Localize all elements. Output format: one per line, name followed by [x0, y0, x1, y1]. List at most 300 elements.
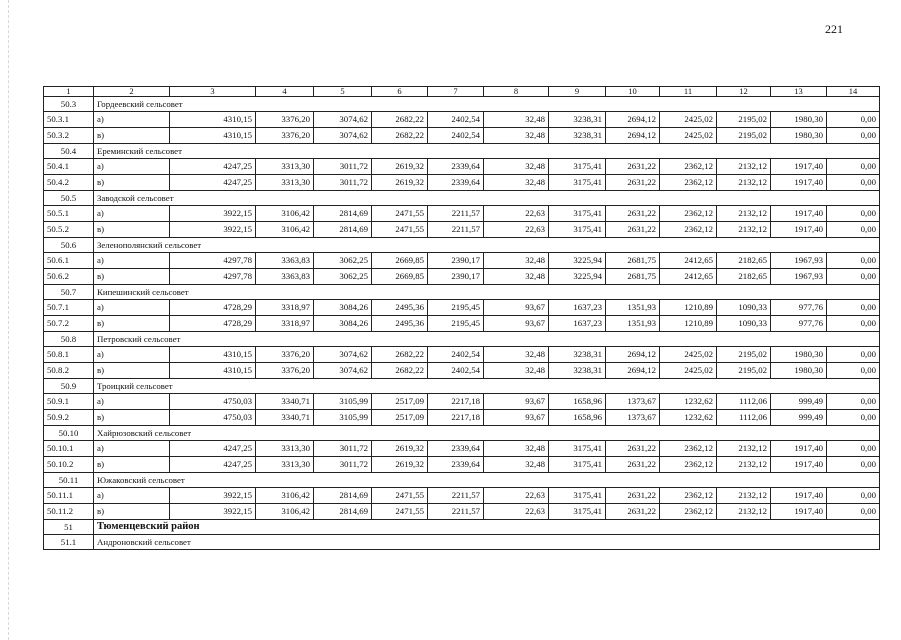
value-cell: 2471,55 [372, 504, 428, 520]
value-cell: 3011,72 [314, 457, 372, 473]
value-cell: 4310,15 [170, 347, 256, 363]
value-cell: 4750,03 [170, 394, 256, 410]
row-code: 50.8.1 [44, 347, 94, 363]
value-cell: 3238,31 [549, 128, 606, 144]
value-cell: 3238,31 [549, 112, 606, 128]
value-cell: 2132,12 [717, 175, 771, 191]
row-label: а) [94, 159, 170, 175]
value-cell: 3175,41 [549, 457, 606, 473]
value-cell: 2195,45 [428, 316, 484, 332]
value-cell: 93,67 [484, 316, 549, 332]
column-header: 4 [256, 87, 314, 97]
section-row [44, 473, 880, 488]
value-cell: 2631,22 [606, 504, 660, 520]
value-cell: 2362,12 [660, 222, 717, 238]
value-cell: 2471,55 [372, 206, 428, 222]
table-row [44, 206, 880, 222]
value-cell: 2402,54 [428, 128, 484, 144]
value-cell: 3340,71 [256, 394, 314, 410]
value-cell: 3363,83 [256, 269, 314, 285]
value-cell: 2339,64 [428, 457, 484, 473]
value-cell: 2362,12 [660, 175, 717, 191]
row-label: в) [94, 175, 170, 191]
value-cell: 3313,30 [256, 441, 314, 457]
value-cell: 2362,12 [660, 441, 717, 457]
value-cell: 4297,78 [170, 269, 256, 285]
value-cell: 3363,83 [256, 253, 314, 269]
value-cell: 999,49 [771, 410, 827, 426]
value-cell: 2362,12 [660, 504, 717, 520]
table-row [44, 441, 880, 457]
value-cell: 2669,85 [372, 269, 428, 285]
value-cell: 32,48 [484, 159, 549, 175]
value-cell: 2412,65 [660, 253, 717, 269]
value-cell: 0,00 [827, 488, 880, 504]
value-cell: 2631,22 [606, 457, 660, 473]
value-cell: 1980,30 [771, 347, 827, 363]
value-cell: 3062,25 [314, 253, 372, 269]
value-cell: 1210,89 [660, 316, 717, 332]
value-cell: 1373,67 [606, 410, 660, 426]
value-cell: 1090,33 [717, 300, 771, 316]
column-header: 9 [549, 87, 606, 97]
row-code: 50.11.1 [44, 488, 94, 504]
value-cell: 1917,40 [771, 175, 827, 191]
table-row [44, 488, 880, 504]
value-cell: 0,00 [827, 159, 880, 175]
value-cell: 2211,57 [428, 488, 484, 504]
table-row [44, 222, 880, 238]
value-cell: 3084,26 [314, 300, 372, 316]
value-cell: 3074,62 [314, 363, 372, 379]
value-cell: 1232,62 [660, 394, 717, 410]
value-cell: 2682,22 [372, 347, 428, 363]
value-cell: 0,00 [827, 441, 880, 457]
value-cell: 2195,02 [717, 347, 771, 363]
table-row [44, 112, 880, 128]
value-cell: 3175,41 [549, 206, 606, 222]
value-cell: 4310,15 [170, 363, 256, 379]
row-code: 50.8.2 [44, 363, 94, 379]
section-code: 50.4 [44, 144, 94, 159]
column-header: 11 [660, 87, 717, 97]
row-label: а) [94, 206, 170, 222]
header-row [44, 87, 880, 97]
section-name: Троицкий сельсовет [94, 379, 880, 394]
value-cell: 2495,36 [372, 316, 428, 332]
row-code: 50.10.1 [44, 441, 94, 457]
value-cell: 4728,29 [170, 316, 256, 332]
row-code: 50.11.2 [44, 504, 94, 520]
section-name: Ереминский сельсовет [94, 144, 880, 159]
value-cell: 3225,94 [549, 269, 606, 285]
district-code: 51 [44, 520, 94, 535]
column-header: 3 [170, 87, 256, 97]
table-row [44, 300, 880, 316]
value-cell: 2182,65 [717, 269, 771, 285]
value-cell: 0,00 [827, 112, 880, 128]
value-cell: 2681,75 [606, 269, 660, 285]
value-cell: 3175,41 [549, 222, 606, 238]
section-row [44, 535, 880, 550]
value-cell: 4750,03 [170, 410, 256, 426]
value-cell: 2619,32 [372, 159, 428, 175]
value-cell: 3074,62 [314, 112, 372, 128]
value-cell: 2195,02 [717, 128, 771, 144]
value-cell: 32,48 [484, 128, 549, 144]
value-cell: 1980,30 [771, 112, 827, 128]
value-cell: 3238,31 [549, 347, 606, 363]
value-cell: 2339,64 [428, 441, 484, 457]
value-cell: 3074,62 [314, 347, 372, 363]
section-code: 50.8 [44, 332, 94, 347]
value-cell: 2132,12 [717, 159, 771, 175]
value-cell: 3106,42 [256, 206, 314, 222]
value-cell: 93,67 [484, 410, 549, 426]
row-code: 50.5.2 [44, 222, 94, 238]
value-cell: 2517,09 [372, 394, 428, 410]
value-cell: 3318,97 [256, 316, 314, 332]
row-code: 50.10.2 [44, 457, 94, 473]
value-cell: 3105,99 [314, 410, 372, 426]
row-code: 50.3.1 [44, 112, 94, 128]
value-cell: 1232,62 [660, 410, 717, 426]
section-name: Кипешинский сельсовет [94, 285, 880, 300]
section-row [44, 285, 880, 300]
section-code: 50.5 [44, 191, 94, 206]
section-row [44, 426, 880, 441]
value-cell: 3105,99 [314, 394, 372, 410]
value-cell: 2362,12 [660, 488, 717, 504]
column-header: 1 [44, 87, 94, 97]
row-label: а) [94, 394, 170, 410]
value-cell: 2682,22 [372, 363, 428, 379]
row-code: 50.3.2 [44, 128, 94, 144]
column-header: 8 [484, 87, 549, 97]
value-cell: 3376,20 [256, 363, 314, 379]
value-cell: 1917,40 [771, 488, 827, 504]
value-cell: 2412,65 [660, 269, 717, 285]
value-cell: 22,63 [484, 206, 549, 222]
value-cell: 3011,72 [314, 175, 372, 191]
value-cell: 1980,30 [771, 363, 827, 379]
value-cell: 2495,36 [372, 300, 428, 316]
value-cell: 3106,42 [256, 504, 314, 520]
value-cell: 2814,69 [314, 206, 372, 222]
value-cell: 3175,41 [549, 504, 606, 520]
value-cell: 2195,45 [428, 300, 484, 316]
value-cell: 0,00 [827, 363, 880, 379]
value-cell: 93,67 [484, 394, 549, 410]
row-label: а) [94, 253, 170, 269]
value-cell: 0,00 [827, 410, 880, 426]
value-cell: 2694,12 [606, 128, 660, 144]
value-cell: 3175,41 [549, 159, 606, 175]
row-code: 50.7.2 [44, 316, 94, 332]
value-cell: 0,00 [827, 222, 880, 238]
value-cell: 2339,64 [428, 159, 484, 175]
value-cell: 4310,15 [170, 128, 256, 144]
value-cell: 0,00 [827, 316, 880, 332]
value-cell: 3106,42 [256, 222, 314, 238]
value-cell: 2631,22 [606, 159, 660, 175]
value-cell: 1967,93 [771, 269, 827, 285]
value-cell: 2517,09 [372, 410, 428, 426]
value-cell: 2402,54 [428, 112, 484, 128]
value-cell: 1980,30 [771, 128, 827, 144]
row-label: а) [94, 300, 170, 316]
value-cell: 2694,12 [606, 363, 660, 379]
value-cell: 3011,72 [314, 159, 372, 175]
value-cell: 1112,06 [717, 410, 771, 426]
section-code: 50.9 [44, 379, 94, 394]
row-label: в) [94, 316, 170, 332]
value-cell: 3922,15 [170, 488, 256, 504]
row-code: 50.9.1 [44, 394, 94, 410]
row-code: 50.9.2 [44, 410, 94, 426]
value-cell: 2402,54 [428, 347, 484, 363]
section-row [44, 332, 880, 347]
row-label: а) [94, 488, 170, 504]
value-cell: 2211,57 [428, 222, 484, 238]
table-body [44, 87, 880, 550]
section-code: 50.11 [44, 473, 94, 488]
value-cell: 2619,32 [372, 457, 428, 473]
table-row [44, 175, 880, 191]
value-cell: 3376,20 [256, 347, 314, 363]
section-row [44, 238, 880, 253]
row-code: 50.5.1 [44, 206, 94, 222]
value-cell: 2669,85 [372, 253, 428, 269]
row-code: 50.4.2 [44, 175, 94, 191]
table-row [44, 457, 880, 473]
section-name: Зеленополянский сельсовет [94, 238, 880, 253]
value-cell: 977,76 [771, 300, 827, 316]
value-cell: 1090,33 [717, 316, 771, 332]
value-cell: 1658,96 [549, 410, 606, 426]
value-cell: 3922,15 [170, 206, 256, 222]
table-row [44, 159, 880, 175]
value-cell: 4297,78 [170, 253, 256, 269]
value-cell: 2631,22 [606, 488, 660, 504]
value-cell: 2132,12 [717, 488, 771, 504]
value-cell: 1917,40 [771, 222, 827, 238]
value-cell: 2425,02 [660, 347, 717, 363]
value-cell: 2814,69 [314, 222, 372, 238]
value-cell: 3313,30 [256, 159, 314, 175]
value-cell: 2425,02 [660, 363, 717, 379]
value-cell: 2132,12 [717, 504, 771, 520]
value-cell: 3922,15 [170, 504, 256, 520]
value-cell: 22,63 [484, 222, 549, 238]
row-label: а) [94, 112, 170, 128]
table-row [44, 316, 880, 332]
value-cell: 3376,20 [256, 128, 314, 144]
value-cell: 3313,30 [256, 175, 314, 191]
section-name: Петровский сельсовет [94, 332, 880, 347]
value-cell: 2814,69 [314, 488, 372, 504]
row-label: в) [94, 504, 170, 520]
value-cell: 2195,02 [717, 112, 771, 128]
value-cell: 2132,12 [717, 441, 771, 457]
value-cell: 2362,12 [660, 457, 717, 473]
section-name: Гордеевский сельсовет [94, 97, 880, 112]
value-cell: 1351,93 [606, 316, 660, 332]
table-row [44, 410, 880, 426]
value-cell: 2362,12 [660, 206, 717, 222]
row-label: в) [94, 128, 170, 144]
page-left-edge [8, 0, 10, 640]
value-cell: 2814,69 [314, 504, 372, 520]
section-name: Заводской сельсовет [94, 191, 880, 206]
value-cell: 1658,96 [549, 394, 606, 410]
value-cell: 4310,15 [170, 112, 256, 128]
value-cell: 2682,22 [372, 112, 428, 128]
row-code: 50.7.1 [44, 300, 94, 316]
value-cell: 32,48 [484, 347, 549, 363]
value-cell: 0,00 [827, 457, 880, 473]
value-cell: 3225,94 [549, 253, 606, 269]
section-row [44, 191, 880, 206]
column-header: 5 [314, 87, 372, 97]
value-cell: 4247,25 [170, 175, 256, 191]
value-cell: 0,00 [827, 269, 880, 285]
value-cell: 2619,32 [372, 175, 428, 191]
value-cell: 2425,02 [660, 128, 717, 144]
section-code: 51.1 [44, 535, 94, 550]
value-cell: 3011,72 [314, 441, 372, 457]
value-cell: 3376,20 [256, 112, 314, 128]
value-cell: 3922,15 [170, 222, 256, 238]
value-cell: 2682,22 [372, 128, 428, 144]
value-cell: 0,00 [827, 175, 880, 191]
table-row [44, 347, 880, 363]
value-cell: 32,48 [484, 363, 549, 379]
value-cell: 2471,55 [372, 222, 428, 238]
district-row [44, 520, 880, 535]
value-cell: 2390,17 [428, 269, 484, 285]
value-cell: 0,00 [827, 300, 880, 316]
value-cell: 1917,40 [771, 206, 827, 222]
section-row [44, 144, 880, 159]
value-cell: 3062,25 [314, 269, 372, 285]
page-number: 221 [825, 22, 843, 36]
value-cell: 999,49 [771, 394, 827, 410]
value-cell: 2631,22 [606, 175, 660, 191]
value-cell: 0,00 [827, 253, 880, 269]
value-cell: 2619,32 [372, 441, 428, 457]
value-cell: 22,63 [484, 488, 549, 504]
row-label: а) [94, 441, 170, 457]
value-cell: 1351,93 [606, 300, 660, 316]
column-header: 7 [428, 87, 484, 97]
column-header: 13 [771, 87, 827, 97]
value-cell: 4728,29 [170, 300, 256, 316]
value-cell: 2211,57 [428, 504, 484, 520]
row-label: в) [94, 410, 170, 426]
value-cell: 3084,26 [314, 316, 372, 332]
value-cell: 22,63 [484, 504, 549, 520]
row-label: в) [94, 363, 170, 379]
value-cell: 2195,02 [717, 363, 771, 379]
section-name: Андроновский сельсовет [94, 535, 880, 550]
value-cell: 2132,12 [717, 222, 771, 238]
value-cell: 3340,71 [256, 410, 314, 426]
row-code: 50.6.2 [44, 269, 94, 285]
value-cell: 32,48 [484, 112, 549, 128]
section-code: 50.7 [44, 285, 94, 300]
column-header: 2 [94, 87, 170, 97]
row-label: а) [94, 347, 170, 363]
value-cell: 2362,12 [660, 159, 717, 175]
value-cell: 3313,30 [256, 457, 314, 473]
value-cell: 0,00 [827, 504, 880, 520]
table-row [44, 504, 880, 520]
table-row [44, 128, 880, 144]
value-cell: 0,00 [827, 347, 880, 363]
table-row [44, 253, 880, 269]
value-cell: 3318,97 [256, 300, 314, 316]
value-cell: 977,76 [771, 316, 827, 332]
value-cell: 3238,31 [549, 363, 606, 379]
value-cell: 32,48 [484, 175, 549, 191]
section-name: Хайрюзовский сельсовет [94, 426, 880, 441]
section-name: Южаковский сельсовет [94, 473, 880, 488]
value-cell: 2694,12 [606, 112, 660, 128]
value-cell: 2390,17 [428, 253, 484, 269]
value-cell: 2471,55 [372, 488, 428, 504]
value-cell: 2132,12 [717, 457, 771, 473]
value-cell: 3175,41 [549, 175, 606, 191]
value-cell: 3106,42 [256, 488, 314, 504]
value-cell: 3175,41 [549, 488, 606, 504]
column-header: 14 [827, 87, 880, 97]
value-cell: 0,00 [827, 128, 880, 144]
row-label: в) [94, 222, 170, 238]
table-row [44, 363, 880, 379]
value-cell: 3175,41 [549, 441, 606, 457]
value-cell: 2132,12 [717, 206, 771, 222]
value-cell: 2425,02 [660, 112, 717, 128]
column-header: 12 [717, 87, 771, 97]
section-code: 50.3 [44, 97, 94, 112]
section-row [44, 379, 880, 394]
column-header: 6 [372, 87, 428, 97]
section-row [44, 97, 880, 112]
value-cell: 2211,57 [428, 206, 484, 222]
tariff-table [43, 86, 880, 550]
row-label: в) [94, 457, 170, 473]
value-cell: 2631,22 [606, 441, 660, 457]
value-cell: 2402,54 [428, 363, 484, 379]
value-cell: 1112,06 [717, 394, 771, 410]
row-code: 50.6.1 [44, 253, 94, 269]
value-cell: 0,00 [827, 394, 880, 410]
value-cell: 0,00 [827, 206, 880, 222]
table-row [44, 394, 880, 410]
value-cell: 32,48 [484, 253, 549, 269]
value-cell: 2217,18 [428, 410, 484, 426]
value-cell: 4247,25 [170, 441, 256, 457]
value-cell: 4247,25 [170, 457, 256, 473]
value-cell: 2681,75 [606, 253, 660, 269]
value-cell: 1917,40 [771, 457, 827, 473]
value-cell: 2182,65 [717, 253, 771, 269]
value-cell: 1373,67 [606, 394, 660, 410]
row-label: в) [94, 269, 170, 285]
value-cell: 4247,25 [170, 159, 256, 175]
value-cell: 32,48 [484, 457, 549, 473]
